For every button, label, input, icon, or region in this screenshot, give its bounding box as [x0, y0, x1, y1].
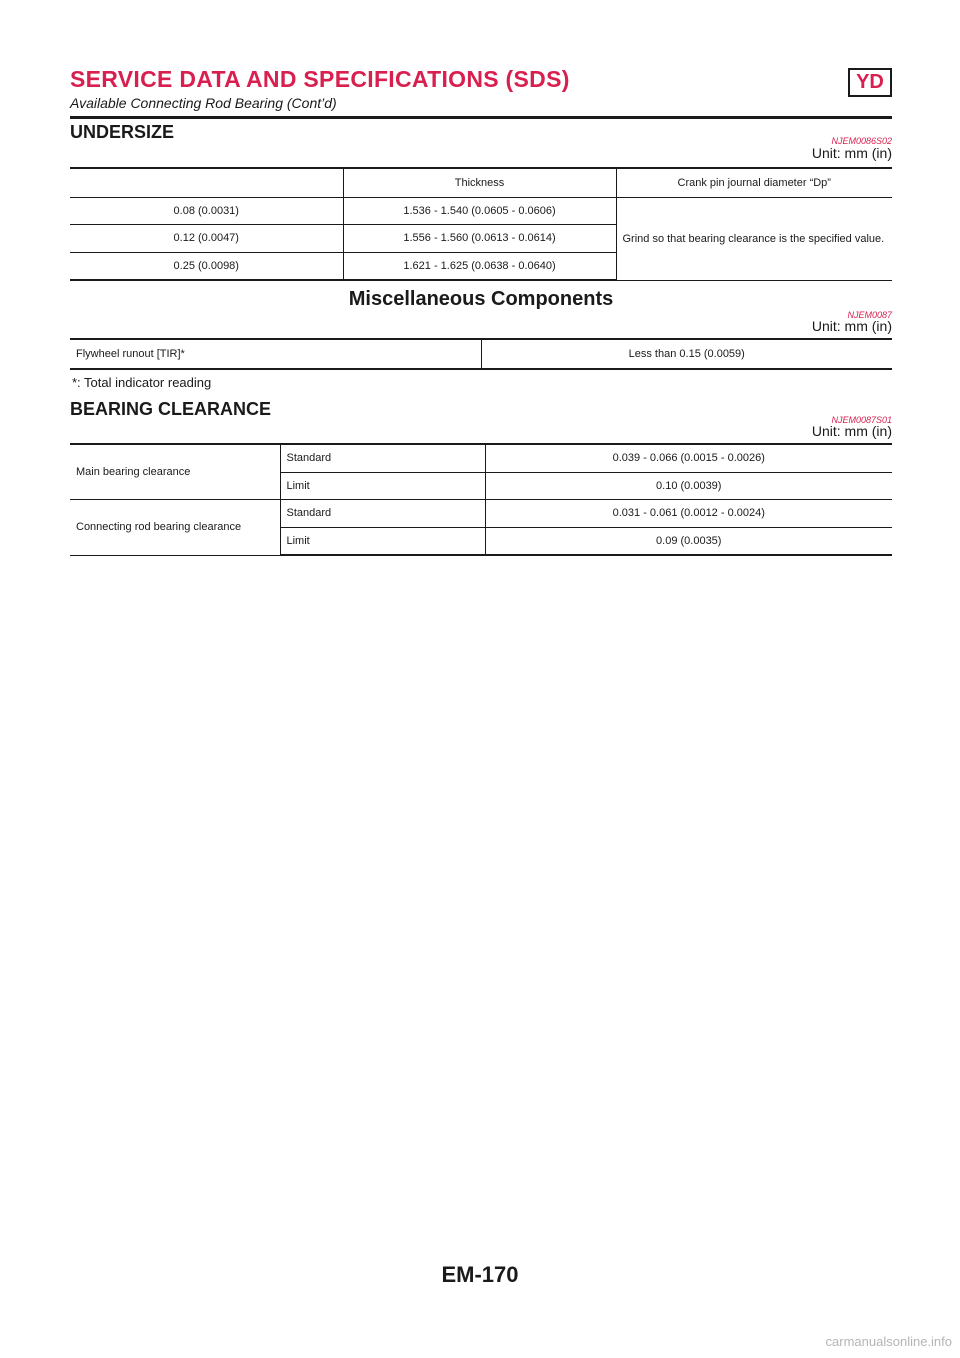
clearance-kind: Limit	[280, 472, 485, 499]
bearing-reference-code: NJEM0087S01	[831, 415, 892, 425]
page-number: EM-170	[441, 1262, 519, 1287]
bearing-clearance-heading: BEARING CLEARANCE	[70, 399, 272, 419]
table-header-row	[70, 168, 892, 197]
clearance-kind: Limit	[280, 527, 485, 555]
undersize-value: 0.12 (0.0047)	[70, 224, 343, 252]
thickness-value: 1.536 - 1.540 (0.0605 - 0.0606)	[343, 197, 616, 224]
misc-components-table	[70, 338, 892, 370]
crank-pin-diameter-note: Grind so that bearing clearance is the specified value.	[616, 197, 892, 280]
undersize-heading: UNDERSIZE	[70, 122, 175, 142]
undersize-value: 0.08 (0.0031)	[70, 197, 343, 224]
bearing-clearance-table	[70, 443, 892, 556]
undersize-unit: Unit: mm (in)	[811, 145, 892, 161]
site-watermark: carmanualsonline.info	[825, 1334, 952, 1349]
tir-footnote: *: Total indicator reading	[72, 375, 212, 390]
flywheel-runout-value: Less than 0.15 (0.0059)	[481, 339, 892, 369]
table-row	[70, 444, 892, 472]
engine-code-badge: YD	[848, 68, 892, 97]
clearance-value: 0.031 - 0.061 (0.0012 - 0.0024)	[485, 499, 892, 527]
thickness-value: 1.621 - 1.625 (0.0638 - 0.0640)	[343, 252, 616, 280]
bearing-group-label: Connecting rod bearing clearance	[70, 499, 280, 555]
misc-reference-code: NJEM0087	[847, 310, 892, 320]
clearance-kind: Standard	[280, 499, 485, 527]
clearance-kind: Standard	[280, 444, 485, 472]
column-header	[70, 168, 343, 197]
bearing-group-label: Main bearing clearance	[70, 444, 280, 499]
table-row	[70, 499, 892, 527]
table-row	[70, 339, 892, 369]
misc-components-heading: Miscellaneous Components	[348, 288, 614, 310]
undersize-reference-code: NJEM0086S02	[831, 136, 892, 146]
undersize-table	[70, 167, 892, 281]
clearance-value: 0.09 (0.0035)	[485, 527, 892, 555]
table-row	[70, 197, 892, 224]
page-header-subtitle: Available Connecting Rod Bearing (Cont’d)	[70, 95, 337, 111]
clearance-value: 0.039 - 0.066 (0.0015 - 0.0026)	[485, 444, 892, 472]
clearance-value: 0.10 (0.0039)	[485, 472, 892, 499]
thickness-value: 1.556 - 1.560 (0.0613 - 0.0614)	[343, 224, 616, 252]
bearing-unit: Unit: mm (in)	[811, 423, 892, 439]
column-header: Crank pin journal diameter “Dp”	[616, 168, 892, 197]
page-header-title: SERVICE DATA AND SPECIFICATIONS (SDS)	[70, 66, 570, 92]
header-divider	[70, 116, 892, 119]
misc-unit: Unit: mm (in)	[811, 318, 892, 334]
undersize-value: 0.25 (0.0098)	[70, 252, 343, 280]
flywheel-runout-label: Flywheel runout [TIR]*	[70, 339, 481, 369]
column-header: Thickness	[343, 168, 616, 197]
